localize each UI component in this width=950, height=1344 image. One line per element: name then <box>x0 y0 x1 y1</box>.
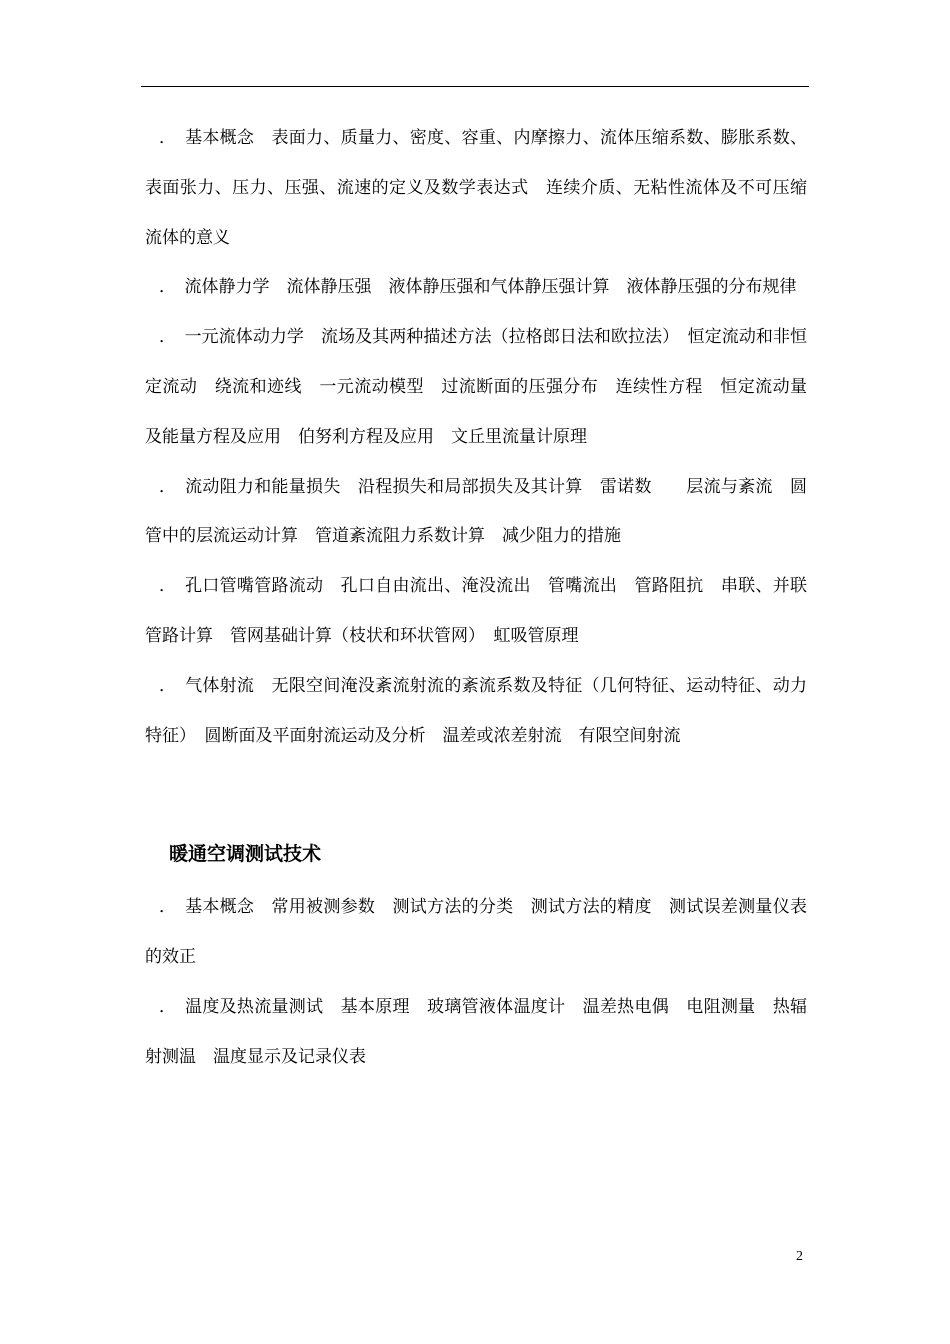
paragraph-fluid-dynamics: ． 一元流体动力学 流场及其两种描述方法（拉格郎日法和欧拉法） 恒定流动和非恒定流动 绕流和迹线 一元流动模型 过流断面的压强分布 连续性方程 恒定流动量及能量方程及应用 伯努利方程及应用 文丘里流量计原理 <box>145 327 807 447</box>
paragraph-orifice-pipe-flow: ． 孔口管嘴管路流动 孔口自由流出、淹没流出 管嘴流出 管路阻抗 串联、并联管路计算 管网基础计算（枝状和环状管网） 虹吸管原理 <box>145 576 807 646</box>
header-rule <box>141 86 809 87</box>
paragraph-flow-resistance: ． 流动阻力和能量损失 沿程损失和局部损失及其计算 雷诺数 层流与紊流 圆管中的层流运动计算 管道紊流阻力系数计算 减少阻力的措施 <box>145 476 807 547</box>
page-number: 2 <box>796 1249 803 1264</box>
page-body <box>145 114 807 1083</box>
paragraph-testing-basics: ． 基本概念 常用被测参数 测试方法的分类 测试方法的精度 测试误差测量仪表的效正 <box>145 897 807 968</box>
section-heading: 暖通空调测试技术 <box>169 843 322 866</box>
paragraph-fluid-statics: ． 流体静力学 流体静压强 液体静压强和气体静压强计算 液体静压强的分布规律 <box>159 277 797 298</box>
paragraph-temperature-testing: ． 温度及热流量测试 基本原理 玻璃管液体温度计 温差热电偶 电阻测量 热辐射测温 温度显示及记录仪表 <box>145 996 807 1067</box>
paragraph-basic-concepts: ． 基本概念 表面力、质量力、密度、容重、内摩擦力、流体压缩系数、膨胀系数、表面张力、压力、压强、流速的定义及数学表达式 连续介质、无粘性流体及不可压缩流体的意义 <box>145 128 807 248</box>
paragraph-gas-jet: ． 气体射流 无限空间淹没紊流射流的紊流系数及特征（几何特征、运动特征、动力特征） 圆断面及平面射流运动及分析 温差或浓差射流 有限空间射流 <box>145 675 807 746</box>
